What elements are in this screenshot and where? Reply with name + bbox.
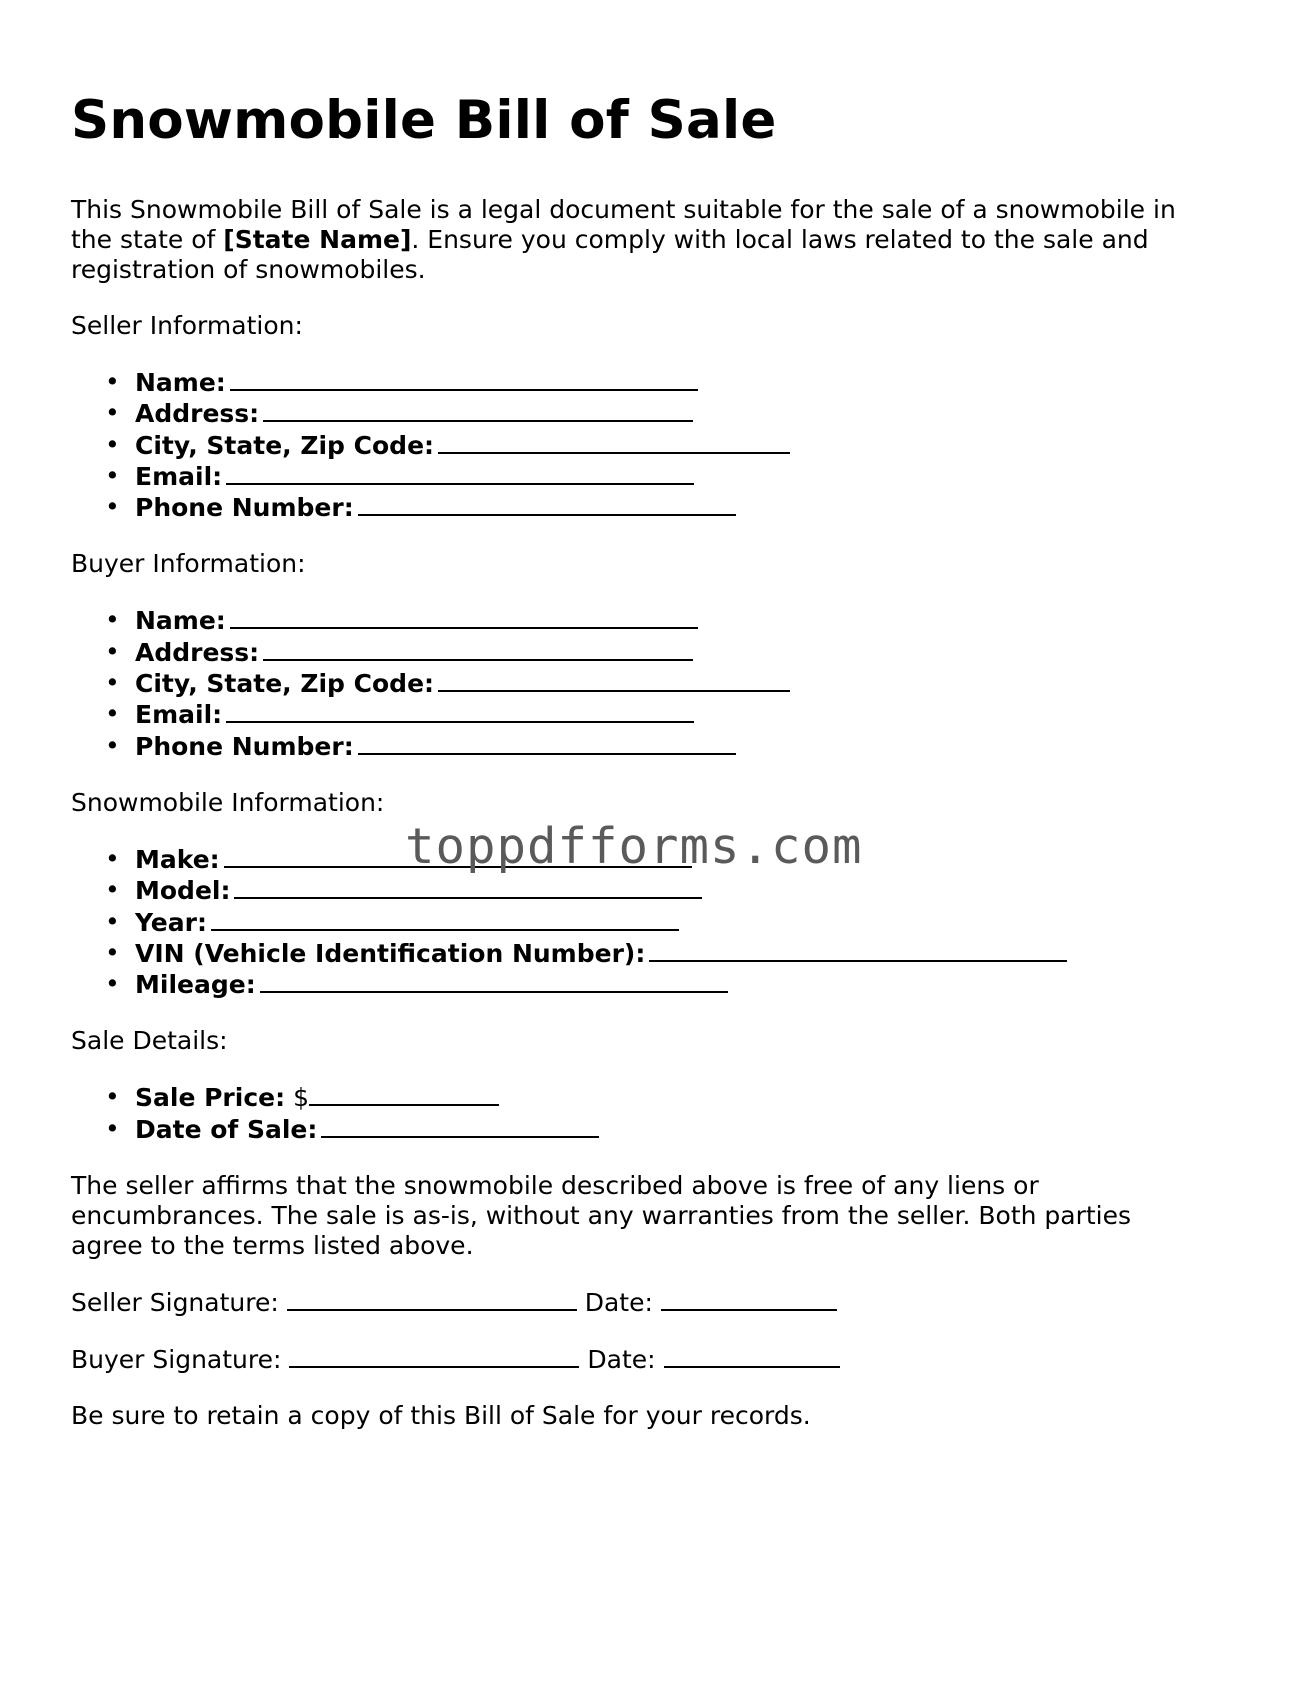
field-label: Email: [135, 700, 223, 730]
field-label: Address: [135, 399, 260, 429]
city-state-zip-blank-line[interactable] [438, 430, 790, 454]
city-state-zip-blank-line[interactable] [438, 668, 790, 692]
date-of-sale-field[interactable] [71, 1114, 1231, 1145]
mileage-field[interactable] [71, 969, 1231, 1000]
seller-signature-line[interactable] [71, 1287, 1231, 1318]
bullet-icon: • [105, 906, 120, 936]
state-name-placeholder: [State Name] [223, 225, 412, 254]
seller-phone-field[interactable] [71, 492, 1231, 523]
date-of-sale-blank-line[interactable] [321, 1114, 599, 1138]
sale-price-blank-line[interactable] [309, 1082, 499, 1106]
address-blank-line[interactable] [263, 398, 693, 422]
seller-signature-blank[interactable] [287, 1287, 577, 1311]
vin-field[interactable] [71, 938, 1231, 969]
email-blank-line[interactable] [226, 699, 694, 723]
phone-blank-line[interactable] [358, 492, 736, 516]
bullet-icon: • [105, 605, 120, 635]
vin-blank-line[interactable] [649, 938, 1067, 962]
bullet-icon: • [105, 367, 120, 396]
field-label: Phone Number: [135, 731, 354, 761]
field-label: City, State, Zip Code: [135, 669, 435, 699]
seller-email-field[interactable] [71, 461, 1231, 492]
field-label: Model: [135, 876, 231, 906]
bullet-icon: • [105, 398, 120, 428]
bullet-icon: • [105, 460, 120, 490]
field-label: Address: [135, 637, 260, 667]
bullet-icon: • [105, 1113, 120, 1143]
name-blank-line[interactable] [230, 605, 698, 629]
buyer-phone-field[interactable] [71, 731, 1231, 762]
snowmobile-section-heading: Snowmobile Information: [71, 787, 385, 817]
closing-note: Be sure to retain a copy of this Bill of Sale for your records. [71, 1401, 811, 1431]
seller-city-state-zip-field[interactable] [71, 430, 1231, 461]
bullet-icon: • [105, 699, 120, 729]
bullet-icon: • [105, 875, 120, 905]
buyer-section-heading: Buyer Information: [71, 549, 306, 579]
field-label: Mileage: [135, 970, 256, 1000]
seller-name-field[interactable] [71, 367, 1231, 398]
sale-section-heading: Sale Details: [71, 1026, 228, 1056]
seller-fields [71, 367, 1231, 523]
phone-blank-line[interactable] [358, 731, 736, 755]
sale-fields [71, 1082, 1231, 1145]
model-blank-line[interactable] [234, 875, 702, 899]
document-page [71, 0, 1231, 1431]
buyer-address-field[interactable] [71, 637, 1231, 668]
seller-date-label: Date: [584, 1288, 653, 1318]
field-label: City, State, Zip Code: [135, 430, 435, 460]
watermark-text: toppdfforms.com [405, 818, 863, 875]
bullet-icon: • [105, 636, 120, 666]
field-label: Name: [135, 606, 226, 636]
buyer-name-field[interactable] [71, 605, 1231, 636]
bullet-icon: • [105, 668, 120, 698]
seller-address-field[interactable] [71, 398, 1231, 429]
seller-date-blank[interactable] [661, 1287, 837, 1311]
field-label: Make: [135, 844, 220, 874]
seller-signature-label: Seller Signature: [71, 1288, 279, 1318]
field-label: Sale Price: [135, 1083, 286, 1113]
field-label: Date of Sale: [135, 1114, 318, 1144]
buyer-date-label: Date: [587, 1345, 656, 1375]
terms-paragraph: The seller affirms that the snowmobile described above is free of any liens or encumbrances. The sale is as-is, without any warranties from the seller. Both parties agree to the terms listed above. [71, 1171, 1132, 1261]
buyer-signature-blank[interactable] [289, 1344, 579, 1368]
buyer-email-field[interactable] [71, 699, 1231, 730]
buyer-fields [71, 605, 1231, 761]
buyer-city-state-zip-field[interactable] [71, 668, 1231, 699]
year-blank-line[interactable] [211, 907, 679, 931]
page-title: Snowmobile Bill of Sale [71, 90, 777, 151]
field-label: Year: [135, 907, 207, 937]
year-field[interactable] [71, 907, 1231, 938]
buyer-date-blank[interactable] [664, 1344, 840, 1368]
email-blank-line[interactable] [226, 461, 694, 485]
bullet-icon: • [105, 492, 120, 522]
bullet-icon: • [105, 730, 120, 760]
name-blank-line[interactable] [230, 367, 698, 391]
seller-section-heading: Seller Information: [71, 311, 303, 340]
field-label: Name: [135, 368, 226, 397]
currency-symbol: $ [293, 1083, 309, 1113]
bullet-icon: • [105, 969, 120, 999]
bullet-icon: • [105, 429, 120, 459]
field-label: VIN (Vehicle Identification Number): [135, 938, 646, 968]
bullet-icon: • [105, 1082, 120, 1112]
bullet-icon: • [105, 843, 120, 873]
field-label: Email: [135, 461, 223, 491]
buyer-signature-label: Buyer Signature: [71, 1345, 282, 1375]
intro-text-end: . Ensure you comply with local laws related to the sale and registration of snowmobiles. [71, 225, 1149, 284]
sale-price-field[interactable] [71, 1082, 1231, 1113]
model-field[interactable] [71, 875, 1231, 906]
buyer-signature-line[interactable] [71, 1344, 1231, 1375]
intro-paragraph [71, 195, 1201, 285]
bullet-icon: • [105, 937, 120, 967]
field-label: Phone Number: [135, 493, 354, 523]
mileage-blank-line[interactable] [260, 969, 728, 993]
intro-text-start: This Snowmobile Bill of Sale is a legal document suitable for the sale of a snowmobile in the state of [71, 195, 1176, 254]
address-blank-line[interactable] [263, 637, 693, 661]
